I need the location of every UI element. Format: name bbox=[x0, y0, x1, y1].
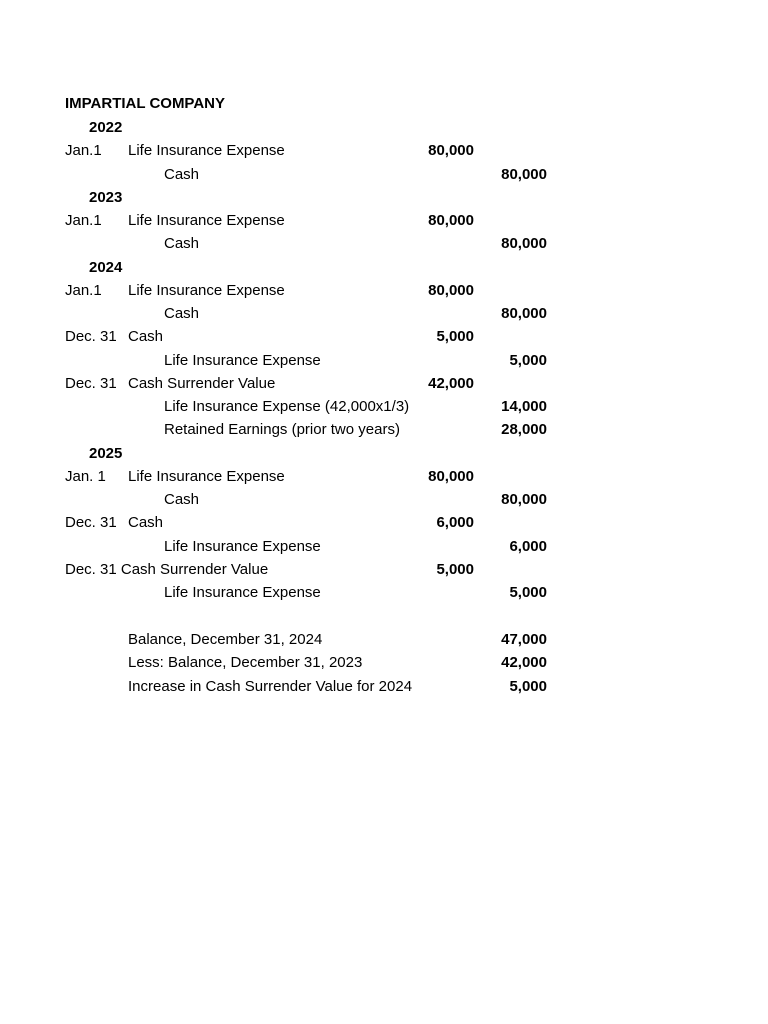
year-header-row bbox=[0, 116, 768, 139]
company-title-row bbox=[0, 92, 768, 115]
entry-date: Dec. 31 bbox=[65, 328, 117, 346]
entry-date: Jan.1 bbox=[65, 142, 102, 160]
year-header-row bbox=[0, 186, 768, 209]
account-name: Cash bbox=[128, 514, 164, 532]
entry-date: Jan.1 bbox=[65, 281, 102, 299]
company-title: IMPARTIAL COMPANY bbox=[65, 95, 225, 112]
year-header-row bbox=[0, 442, 768, 465]
account-name: Life Insurance Expense bbox=[128, 467, 285, 485]
journal-line bbox=[0, 302, 768, 325]
account-name: Cash bbox=[164, 235, 200, 253]
entry-date: Dec. 31 Cash Surrender Value bbox=[65, 560, 269, 578]
year-label: 2025 bbox=[89, 444, 123, 462]
journal-line bbox=[0, 488, 768, 511]
summary-row bbox=[0, 628, 768, 651]
journal-line bbox=[0, 372, 768, 395]
credit-amount: 80,000 bbox=[501, 165, 547, 183]
credit-amount: 14,000 bbox=[501, 398, 547, 415]
journal-line bbox=[0, 581, 768, 604]
account-name: Cash bbox=[128, 328, 164, 346]
journal-line bbox=[0, 209, 768, 232]
journal-line bbox=[0, 279, 768, 302]
summary-amount: 5,000 bbox=[509, 677, 547, 695]
debit-amount: 6,000 bbox=[436, 514, 474, 532]
debit-amount: 80,000 bbox=[428, 281, 474, 299]
journal-line bbox=[0, 139, 768, 162]
debit-amount: 80,000 bbox=[428, 142, 474, 160]
credit-amount: 5,000 bbox=[509, 351, 547, 369]
account-name: Cash bbox=[164, 305, 200, 322]
summary-label: Balance, December 31, 2024 bbox=[128, 631, 323, 648]
year-header-row bbox=[0, 256, 768, 279]
debit-amount: 5,000 bbox=[436, 328, 474, 346]
journal-line bbox=[0, 325, 768, 348]
debit-amount: 80,000 bbox=[428, 212, 474, 229]
account-name: Cash bbox=[164, 165, 200, 183]
debit-amount: 80,000 bbox=[428, 467, 474, 485]
credit-amount: 28,000 bbox=[501, 421, 547, 439]
journal-line bbox=[0, 418, 768, 441]
summary-row bbox=[0, 651, 768, 674]
account-name: Life Insurance Expense bbox=[128, 142, 285, 160]
journal-line bbox=[0, 511, 768, 534]
journal-line bbox=[0, 232, 768, 255]
credit-amount: 80,000 bbox=[501, 305, 547, 322]
entry-date: Dec. 31 bbox=[65, 514, 117, 532]
summary-label: Increase in Cash Surrender Value for 2024 bbox=[128, 677, 413, 695]
summary-amount: 47,000 bbox=[501, 631, 547, 648]
journal-line bbox=[0, 163, 768, 186]
summary-amount: 42,000 bbox=[501, 654, 547, 672]
entry-date: Jan.1 bbox=[65, 212, 102, 229]
credit-amount: 80,000 bbox=[501, 491, 547, 508]
year-label: 2024 bbox=[89, 258, 123, 276]
journal-line bbox=[0, 395, 768, 418]
account-name: Life Insurance Expense bbox=[128, 281, 285, 299]
journal-line bbox=[0, 558, 768, 581]
debit-amount: 5,000 bbox=[436, 560, 474, 578]
year-label: 2022 bbox=[89, 119, 123, 136]
account-name: Life Insurance Expense bbox=[164, 537, 321, 555]
journal-line bbox=[0, 535, 768, 558]
summary-label: Less: Balance, December 31, 2023 bbox=[128, 654, 363, 672]
account-name: Life Insurance Expense bbox=[164, 351, 321, 369]
credit-amount: 6,000 bbox=[509, 537, 547, 555]
account-name: Life Insurance Expense bbox=[164, 584, 321, 601]
account-name: Retained Earnings (prior two years) bbox=[164, 421, 400, 439]
year-label: 2023 bbox=[89, 188, 123, 206]
credit-amount: 5,000 bbox=[509, 584, 547, 601]
journal-line bbox=[0, 465, 768, 488]
entry-date: Jan. 1 bbox=[65, 467, 106, 485]
entry-date: Dec. 31 bbox=[65, 374, 117, 392]
journal-line bbox=[0, 349, 768, 372]
account-name: Cash Surrender Value bbox=[128, 374, 276, 392]
debit-amount: 42,000 bbox=[428, 374, 474, 392]
account-name: Life Insurance Expense (42,000x1/3) bbox=[164, 398, 410, 415]
account-name: Life Insurance Expense bbox=[128, 212, 285, 229]
account-name: Cash bbox=[164, 491, 200, 508]
summary-row bbox=[0, 675, 768, 698]
credit-amount: 80,000 bbox=[501, 235, 547, 253]
